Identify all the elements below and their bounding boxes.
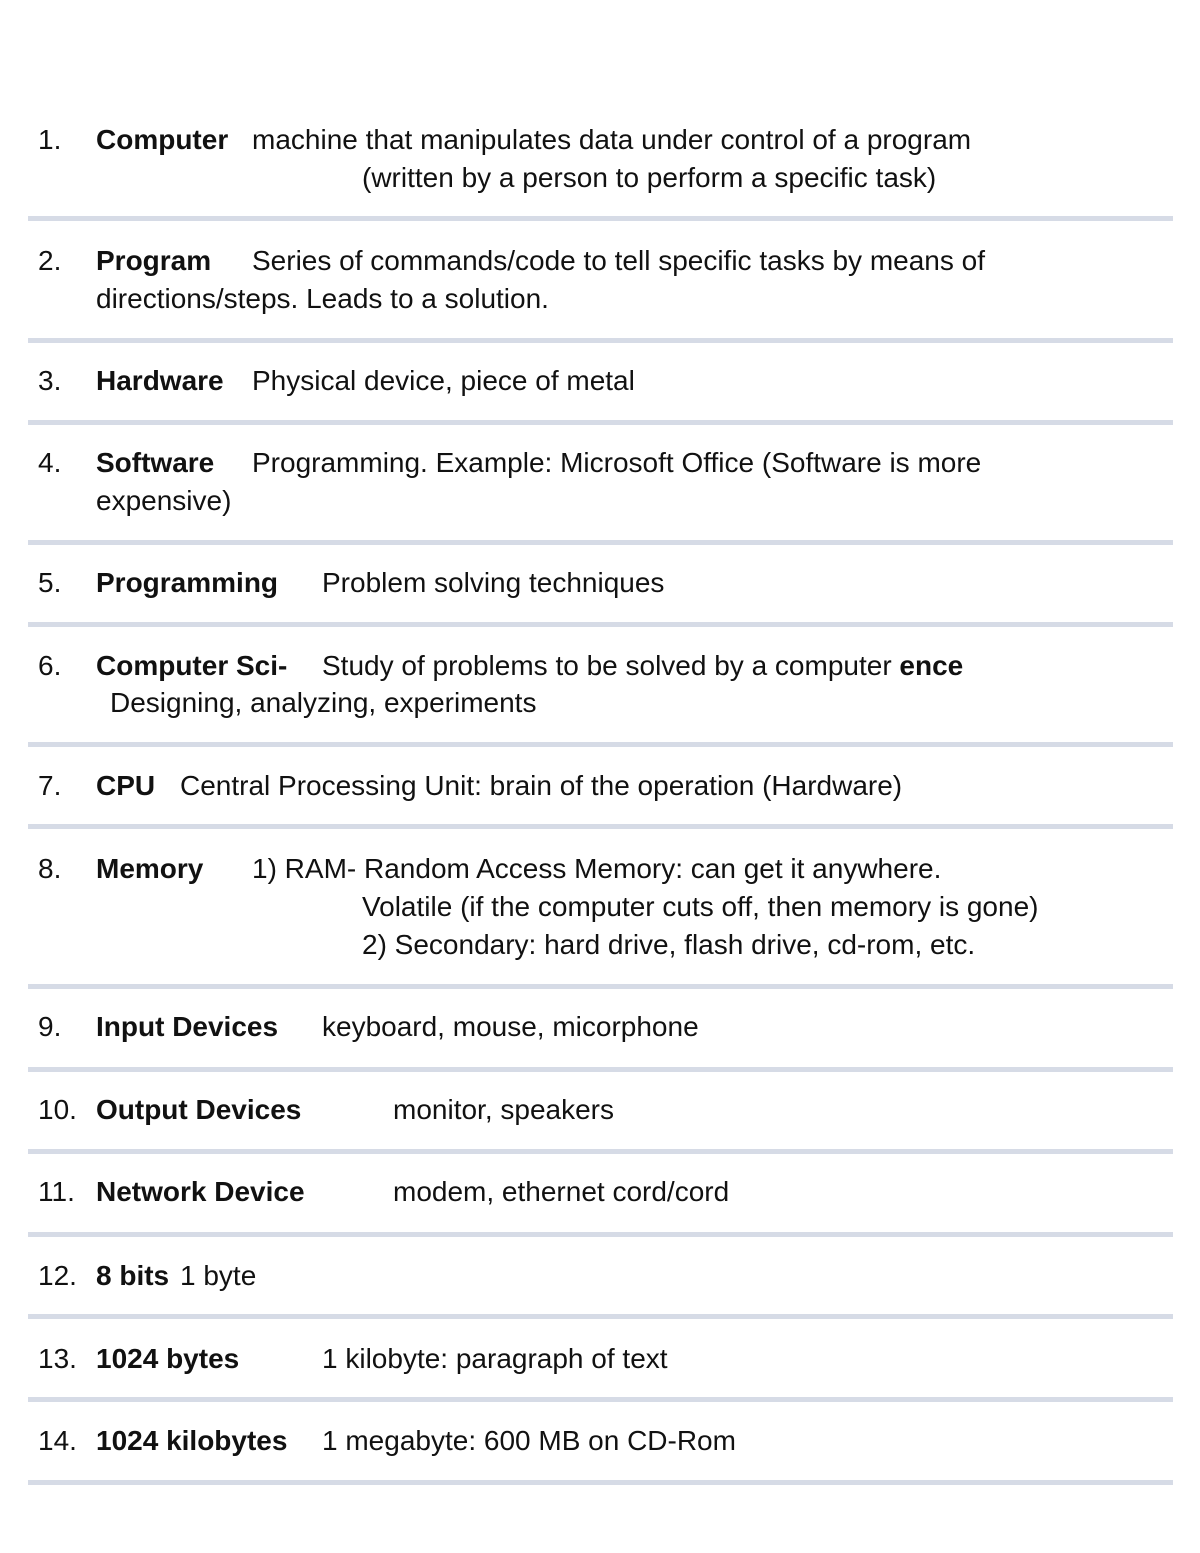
divider [28,984,1173,989]
entry-term: Computer Sci- [96,650,288,681]
entry-definition: Programming. Example: Microsoft Office (Software is more [252,447,982,478]
entry-term: Memory [96,853,204,884]
entry-definition: 1 megabyte: 600 MB on CD-Rom [322,1425,736,1456]
entry-term: 1024 bytes [96,1343,240,1374]
entry-definition: monitor, speakers [393,1094,614,1125]
entry-number: 4. [38,447,62,478]
entry-definition-text: Study of problems to be solved by a computer [322,650,892,681]
entry-term: Input Devices [96,1011,279,1042]
entry-definition: keyboard, mouse, micorphone [322,1011,699,1042]
entry-term: CPU [96,770,156,801]
entry-definition-continued: Designing, analyzing, experiments [110,687,537,718]
divider [28,1232,1173,1237]
entry-definition-continued: expensive) [96,485,232,516]
divider [28,1480,1173,1485]
entry-number: 11. [38,1176,75,1207]
entry-term-tail: ence [899,650,964,681]
entry-definition: Physical device, piece of metal [252,365,635,396]
divider [28,338,1173,343]
divider [28,420,1173,425]
entry-definition: Central Processing Unit: brain of the operation (Hardware) [180,770,903,801]
entry-number: 14. [38,1425,77,1456]
entry-definition: machine that manipulates data under control of a program [252,124,972,155]
entry-term: Software [96,447,215,478]
entry-definition [322,647,963,685]
entry-definition: Problem solving techniques [322,567,665,598]
divider [28,216,1173,221]
entry-term: Programming [96,567,279,598]
entry-term: 8 bits [96,1260,170,1291]
entry-number: 7. [38,770,62,801]
entry-definition: modem, ethernet cord/cord [393,1176,730,1207]
divider [28,1397,1173,1402]
entry-number: 6. [38,650,62,681]
entry-term: Hardware [96,365,224,396]
divider [28,824,1173,829]
entry-number: 12. [38,1260,77,1291]
entry-number: 3. [38,365,62,396]
entry-definition-continued: (written by a person to perform a specific task) [362,162,937,193]
entry-definition-continued: directions/steps. Leads to a solution. [96,283,549,314]
entry-number: 8. [38,853,62,884]
entry-definition: 1) RAM- Random Access Memory: can get it anywhere. [252,853,942,884]
entry-number: 13. [38,1343,77,1374]
divider [28,622,1173,627]
entry-definition: 1 kilobyte: paragraph of text [322,1343,668,1374]
entry-term: 1024 kilobytes [96,1425,288,1456]
entry-number: 9. [38,1011,62,1042]
entry-definition-continued: 2) Secondary: hard drive, flash drive, cd-rom, etc. [362,929,976,960]
entry-number: 5. [38,567,62,598]
entry-number: 10. [38,1094,77,1125]
divider [28,1149,1173,1154]
entry-number: 2. [38,245,62,276]
entry-definition-continued: Volatile (if the computer cuts off, then memory is gone) [362,891,1039,922]
divider [28,742,1173,747]
entry-term: Program [96,245,212,276]
entry-number: 1. [38,124,62,155]
entry-term: Network Device [96,1176,305,1207]
divider [28,1314,1173,1319]
entry-definition: 1 byte [180,1260,257,1291]
divider [28,1067,1173,1072]
entry-definition: Series of commands/code to tell specific tasks by means of [252,245,985,276]
entry-term: Output Devices [96,1094,302,1125]
divider [28,540,1173,545]
entry-term: Computer [96,124,229,155]
